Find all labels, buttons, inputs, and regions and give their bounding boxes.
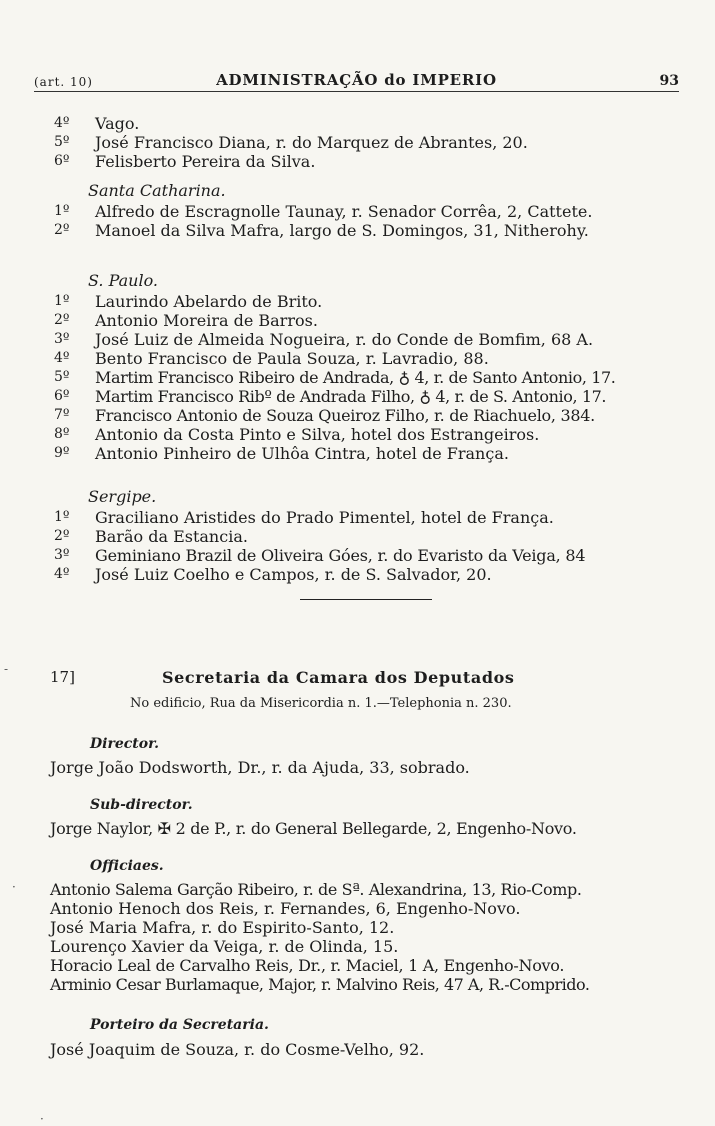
list-item: [0, 202, 715, 221]
entry-text: Antonio Moreira de Barros.: [95, 311, 318, 330]
entry-text: Barão da Estancia.: [95, 527, 248, 546]
entry-number: 2º: [54, 312, 70, 328]
entry-number: 4º: [54, 115, 70, 131]
list-item: [0, 368, 715, 387]
province-heading: S. Paulo.: [88, 271, 159, 290]
entry-text: Vago.: [95, 114, 140, 133]
list-item: [0, 349, 715, 368]
margin-mark: ·: [12, 880, 16, 894]
list-item: [0, 330, 715, 349]
list-item: [0, 546, 715, 565]
list-item: [0, 527, 715, 546]
list-item: [0, 114, 715, 133]
porter-entry: José Joaquim de Souza, r. do Cosme-Velho, 92.: [50, 1040, 425, 1059]
province-sergipe: [0, 486, 715, 584]
entry-text: Felisberto Pereira da Silva.: [95, 152, 316, 171]
entry-number: 1º: [54, 509, 70, 525]
province-sao-paulo: [0, 270, 715, 463]
section-title: Secretaria da Camara dos Deputados: [162, 668, 515, 687]
officials-label: Officiaes.: [90, 858, 164, 874]
entry-text: Antonio Pinheiro de Ulhôa Cintra, hotel de França.: [95, 444, 509, 463]
entry-number: 3º: [54, 331, 70, 347]
list-item: Horacio Leal de Carvalho Reis, Dr., r. Maciel, 1 A, Engenho-Novo.: [50, 956, 565, 975]
entry-number: 1º: [54, 293, 70, 309]
entry-text: Martim Francisco Ribeiro de Andrada, ♁ 4, r. de Santo Antonio, 17.: [95, 368, 616, 387]
list-item: [0, 406, 715, 425]
entry-number: 7º: [54, 407, 70, 423]
entry-number: 8º: [54, 426, 70, 442]
list-item: [0, 425, 715, 444]
director-entry: Jorge João Dodsworth, Dr., r. da Ajuda, 33, sobrado.: [50, 758, 470, 777]
entry-number: 6º: [54, 153, 70, 169]
page-number: 93: [659, 73, 679, 89]
entry-text: Graciliano Aristides do Prado Pimentel, hotel de França.: [95, 508, 554, 527]
list-item: [0, 387, 715, 406]
entry-text: Antonio da Costa Pinto e Silva, hotel dos Estrangeiros.: [95, 425, 540, 444]
section-number: 17]: [50, 668, 75, 686]
entry-text: José Luiz Coelho e Campos, r. de S. Salvador, 20.: [95, 565, 492, 584]
entry-text: Bento Francisco de Paula Souza, r. Lavradio, 88.: [95, 349, 489, 368]
entry-number: 6º: [54, 388, 70, 404]
entry-text: Alfredo de Escragnolle Taunay, r. Senador Corrêa, 2, Cattete.: [95, 202, 593, 221]
article-reference: (art. 10): [34, 75, 93, 89]
continuation-list: [0, 114, 715, 171]
list-item: Antonio Henoch dos Reis, r. Fernandes, 6, Engenho-Novo.: [50, 899, 521, 918]
entry-text: Laurindo Abelardo de Brito.: [95, 292, 323, 311]
list-item: [0, 311, 715, 330]
province-santa-catharina: [0, 180, 715, 240]
list-item: Antonio Salema Garção Ribeiro, r. de Sª. Alexandrina, 13, Rio-Comp.: [50, 880, 582, 899]
province-heading: Santa Catharina.: [88, 181, 226, 200]
header-rule: [34, 91, 679, 92]
entry-number: 9º: [54, 445, 70, 461]
entry-text: Francisco Antonio de Souza Queiroz Filho, r. de Riachuelo, 384.: [95, 406, 595, 425]
entry-number: 4º: [54, 566, 70, 582]
entry-number: 5º: [54, 369, 70, 385]
entry-text: Manoel da Silva Mafra, largo de S. Domingos, 31, Nitherohy.: [95, 221, 589, 240]
list-item: [0, 292, 715, 311]
section-divider: [300, 599, 432, 600]
list-item: [0, 444, 715, 463]
list-item: [0, 133, 715, 152]
running-header: [34, 66, 679, 92]
subdirector-entry: Jorge Naylor, ✠ 2 de P., r. do General Bellegarde, 2, Engenho-Novo.: [50, 819, 577, 838]
entry-number: 2º: [54, 222, 70, 238]
entry-number: 3º: [54, 547, 70, 563]
list-item: [0, 508, 715, 527]
entry-text: Martim Francisco Ribº de Andrada Filho, ♁ 4, r. de S. Antonio, 17.: [95, 387, 607, 406]
entry-number: 2º: [54, 528, 70, 544]
list-item: [0, 565, 715, 584]
entry-number: 5º: [54, 134, 70, 150]
province-heading: Sergipe.: [88, 487, 157, 506]
list-item: José Maria Mafra, r. do Espirito-Santo, 12.: [50, 918, 395, 937]
section-subtitle: No edificio, Rua da Misericordia n. 1.—Telephonia n. 230.: [130, 696, 512, 711]
director-label: Director.: [90, 736, 160, 752]
list-item: Lourenço Xavier da Veiga, r. de Olinda, 15.: [50, 937, 399, 956]
subdirector-label: Sub-director.: [90, 797, 193, 813]
porter-label: Porteiro da Secretaria.: [90, 1017, 269, 1033]
list-item: Arminio Cesar Burlamaque, Major, r. Malvino Reis, 47 A, R.-Comprido.: [50, 975, 590, 994]
list-item: [0, 152, 715, 171]
entry-number: 1º: [54, 203, 70, 219]
entry-number: 4º: [54, 350, 70, 366]
margin-mark: ·: [40, 1112, 44, 1126]
header-title: ADMINISTRAÇÃO do IMPERIO: [216, 71, 497, 89]
entry-text: José Luiz de Almeida Nogueira, r. do Conde de Bomfim, 68 A.: [95, 330, 594, 349]
officials-list: [50, 880, 589, 994]
entry-text: José Francisco Diana, r. do Marquez de Abrantes, 20.: [95, 133, 528, 152]
entry-text: Geminiano Brazil de Oliveira Góes, r. do Evaristo da Veiga, 84: [95, 546, 586, 565]
margin-mark: -: [4, 662, 9, 676]
list-item: [0, 221, 715, 240]
